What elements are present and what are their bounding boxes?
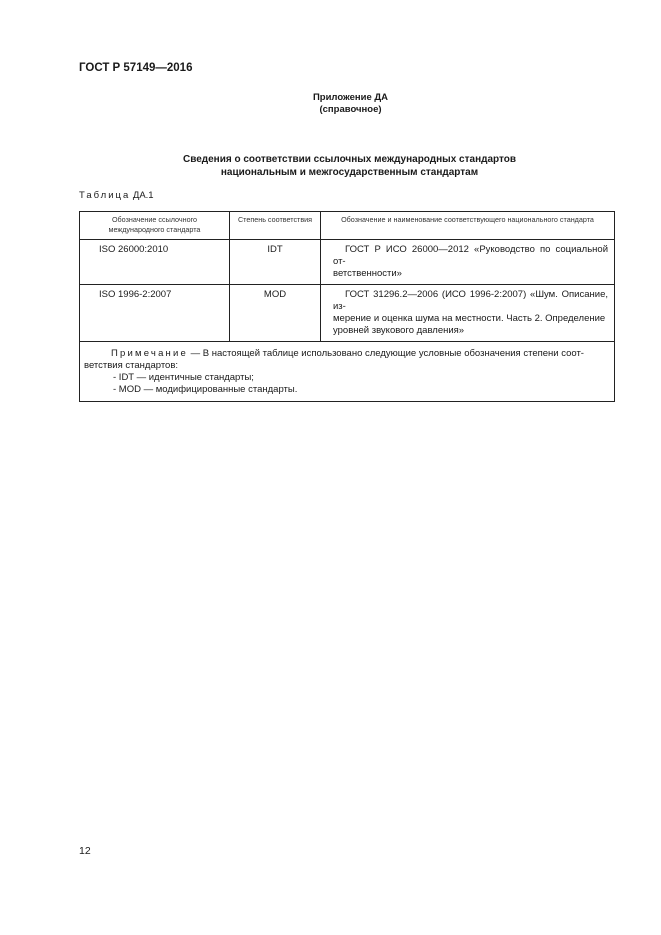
- note-text-1: — В настоящей таблице использовано следующие условные обозначения степени соот-: [188, 348, 584, 359]
- page-number: 12: [79, 845, 91, 857]
- table-note: [80, 342, 615, 402]
- cell-national-standard: [321, 285, 615, 342]
- document-code: ГОСТ Р 57149—2016: [79, 62, 193, 74]
- name-line: ГОСТ 31296.2—2006 (ИСО 1996-2:2007) «Шум. Описание, из-: [333, 289, 608, 312]
- note-label: Примечание: [111, 348, 188, 359]
- table-row: [80, 240, 615, 285]
- header-degree: Степень соответствия: [230, 212, 321, 240]
- cell-standard: ISO 1996-2:2007: [80, 285, 230, 342]
- name-line: ветственности»: [333, 268, 402, 279]
- name-line: мерение и оценка шума на местности. Часть 2. Определение: [333, 313, 606, 324]
- header-national-standard: Обозначение и наименование соответствующего национального стандарта: [321, 212, 615, 240]
- table-caption: [79, 190, 154, 201]
- appendix-type: (справочное): [319, 104, 382, 115]
- table-caption-word: Таблица: [79, 190, 131, 201]
- table-row: [80, 285, 615, 342]
- cell-degree: IDT: [230, 240, 321, 285]
- note-item: - MOD — модифицированные стандарты.: [113, 384, 298, 395]
- correspondence-table: [79, 211, 615, 402]
- appendix-header: [0, 92, 661, 116]
- table-caption-number: ДА.1: [132, 190, 154, 201]
- heading-line-2: национальным и межгосударственным стандартам: [220, 167, 479, 178]
- appendix-title: Приложение ДА: [312, 92, 389, 103]
- note-line-2: ветствия стандартов:: [84, 360, 179, 371]
- section-heading: [0, 153, 661, 179]
- cell-standard: ISO 26000:2010: [80, 240, 230, 285]
- note-item: - IDT — идентичные стандарты;: [113, 372, 254, 383]
- cell-national-standard: [321, 240, 615, 285]
- heading-line-1: Сведения о соответствии ссылочных международных стандартов: [182, 154, 517, 165]
- table-header-row: [80, 212, 615, 240]
- note-line-1: [84, 348, 606, 360]
- name-line: уровней звукового давления»: [333, 325, 465, 336]
- header-standard: Обозначение ссылочного международного стандарта: [80, 212, 230, 240]
- table-note-row: [80, 342, 615, 402]
- cell-degree: MOD: [230, 285, 321, 342]
- name-line: ГОСТ Р ИСО 26000—2012 «Руководство по социальной от-: [333, 244, 608, 267]
